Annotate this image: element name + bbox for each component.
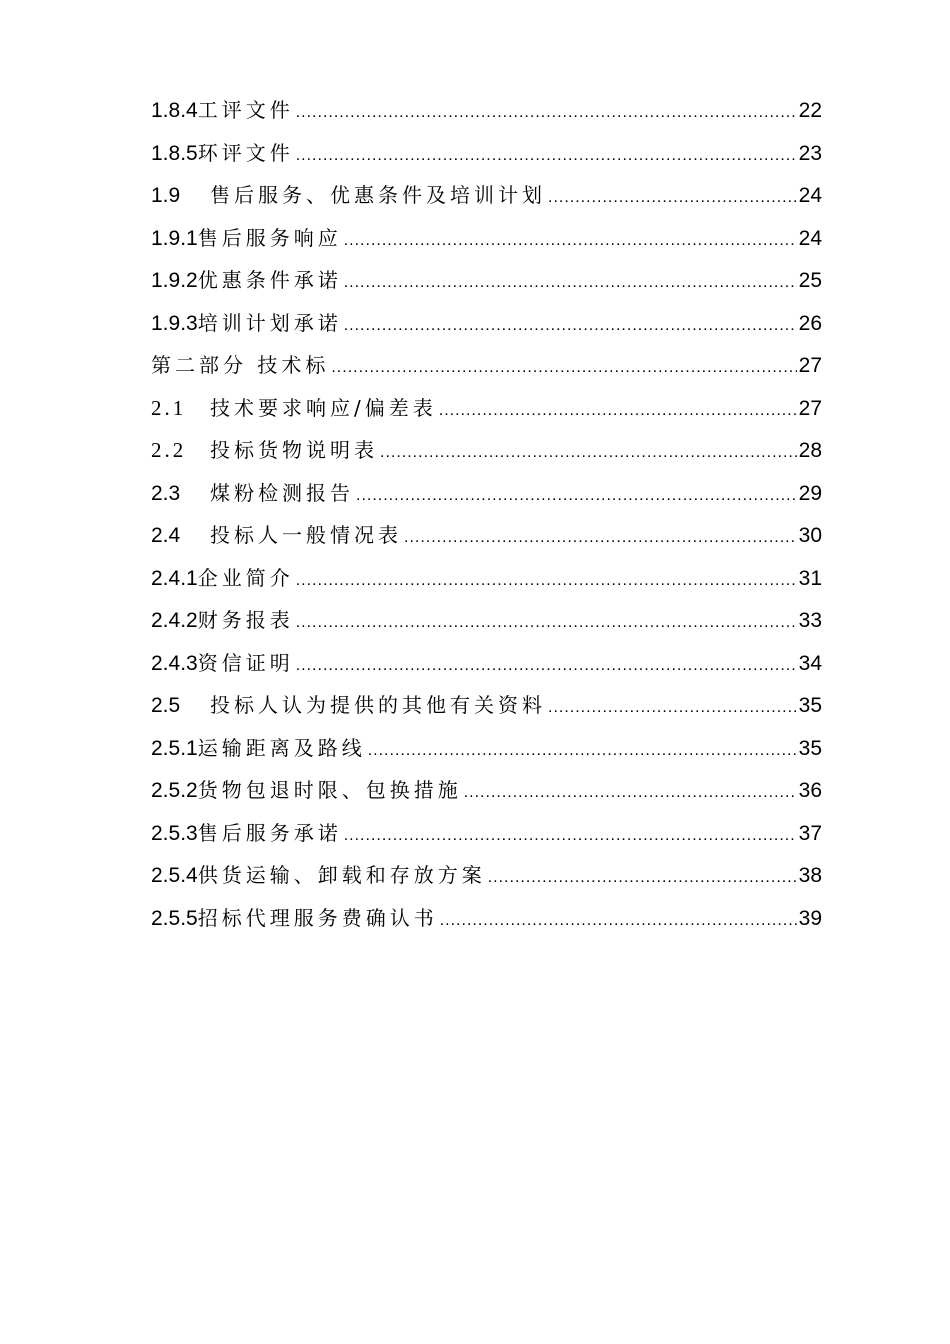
toc-entry-page: 39 <box>798 906 822 930</box>
toc-entry-title: 企业简介 <box>197 565 294 590</box>
toc-entry-title: 售后服务承诺 <box>197 820 342 845</box>
toc-entry-number: 2.2 <box>151 438 187 462</box>
toc-entry-page: 31 <box>798 566 822 590</box>
toc-entry-page: 26 <box>798 311 822 335</box>
dot-leader <box>344 305 797 348</box>
toc-entry-title: 投标人认为提供的其他有关资料 <box>210 693 546 717</box>
toc-entry-number: 1.9 <box>151 184 181 207</box>
toc-entry-page: 34 <box>798 651 822 675</box>
toc-entry-title: 招标代理服务费确认书 <box>197 905 438 930</box>
dot-leader <box>344 220 797 263</box>
toc-entry-page: 37 <box>798 821 822 845</box>
toc-entry-page: 38 <box>798 864 822 887</box>
toc-entry-2-5-3[interactable] <box>151 812 822 855</box>
toc-entry-title: 第二部分 技术标 <box>151 353 330 377</box>
toc-entry-2-4[interactable] <box>151 514 822 557</box>
toc-entry-page: 30 <box>798 524 822 547</box>
toc-entry-1-9-3[interactable] <box>151 302 822 345</box>
toc-entry-2-4-3[interactable] <box>151 642 822 685</box>
toc-entry-2-5-2[interactable] <box>151 769 822 812</box>
dot-leader <box>356 475 797 518</box>
toc-entry-page: 33 <box>798 609 822 632</box>
toc-entry-page: 27 <box>798 354 822 377</box>
toc-entry-number: 1.9.3 <box>151 311 198 335</box>
toc-entry-number: 2.4.3 <box>151 651 198 675</box>
toc-entry-title: 投标人一般情况表 <box>210 523 402 547</box>
toc-entry-page: 25 <box>798 269 822 292</box>
toc-entry-2-1[interactable] <box>151 387 822 430</box>
dot-leader <box>464 772 797 815</box>
toc-entry-number: 2.5.5 <box>151 906 198 930</box>
toc-entry-title: 售后服务、优惠条件及培训计划 <box>210 183 546 207</box>
toc-entry-page: 22 <box>798 99 822 122</box>
toc-entry-page: 29 <box>798 481 822 505</box>
toc-entry-title: 售后服务响应 <box>197 225 342 250</box>
toc-entry-number: 2.5.4 <box>151 864 198 887</box>
dot-leader <box>440 900 797 943</box>
toc-entry-number: 1.9.2 <box>151 269 198 292</box>
dot-leader <box>331 347 796 390</box>
toc-entry-1-8-5[interactable] <box>151 132 822 175</box>
toc-entry-page: 27 <box>798 396 822 420</box>
dot-leader <box>380 432 797 475</box>
toc-entry-number: 1.9.1 <box>151 226 198 250</box>
toc-entry-number: 2.5.1 <box>151 736 198 760</box>
toc-entry-number: 2.5 <box>151 694 181 717</box>
toc-entry-2-4-1[interactable] <box>151 557 822 600</box>
dot-leader <box>296 135 797 178</box>
toc-entry-title: 环评文件 <box>197 140 294 165</box>
toc-entry-1-9[interactable] <box>151 174 822 217</box>
toc-entry-page: 35 <box>798 736 822 760</box>
toc-entry-number: 2.3 <box>151 481 181 505</box>
toc-entry-title: 供货运输、卸载和存放方案 <box>197 863 486 887</box>
table-of-contents <box>151 89 822 939</box>
toc-entry-number: 2.4.1 <box>151 566 198 590</box>
toc-entry-number: 2.5.2 <box>151 779 198 802</box>
toc-entry-1-8-4[interactable] <box>151 89 822 132</box>
dot-leader <box>296 645 797 688</box>
toc-entry-page: 36 <box>798 779 822 802</box>
toc-entry-2-5-5[interactable] <box>151 897 822 940</box>
dot-leader <box>488 857 797 900</box>
toc-entry-page: 23 <box>798 141 822 165</box>
toc-entry-1-9-2[interactable] <box>151 259 822 302</box>
toc-entry-title: 技术要求响应/偏差表 <box>210 395 437 420</box>
dot-leader <box>439 390 797 433</box>
toc-entry-title: 投标货物说明表 <box>210 438 378 462</box>
toc-entry-page: 24 <box>798 184 822 207</box>
toc-entry-number: 2.4 <box>151 524 181 547</box>
dot-leader <box>296 560 797 603</box>
toc-entry-title: 煤粉检测报告 <box>210 480 354 505</box>
toc-entry-page: 35 <box>798 694 822 717</box>
toc-entry-title: 运输距离及路线 <box>197 735 366 760</box>
toc-entry-2-5-1[interactable] <box>151 727 822 770</box>
dot-leader <box>404 517 797 560</box>
dot-leader <box>548 177 797 220</box>
toc-entry-title: 资信证明 <box>197 650 294 675</box>
toc-entry-2-5[interactable] <box>151 684 822 727</box>
dot-leader <box>296 602 797 645</box>
toc-entry-part-2[interactable] <box>151 344 822 387</box>
toc-entry-number: 1.8.4 <box>151 99 198 122</box>
toc-entry-title: 优惠条件承诺 <box>197 268 342 292</box>
toc-entry-2-5-4[interactable] <box>151 854 822 897</box>
dot-leader <box>296 92 797 135</box>
toc-entry-2-3[interactable] <box>151 472 822 515</box>
toc-entry-number: 2.4.2 <box>151 609 198 632</box>
dot-leader <box>548 687 797 730</box>
toc-entry-number: 2.5.3 <box>151 821 198 845</box>
toc-entry-title: 财务报表 <box>197 608 294 632</box>
dot-leader <box>344 815 797 858</box>
toc-entry-title: 货物包退时限、包换措施 <box>197 778 462 802</box>
toc-entry-number: 2.1 <box>151 395 187 420</box>
dot-leader <box>344 262 797 305</box>
toc-entry-page: 24 <box>798 226 822 250</box>
toc-entry-page: 28 <box>798 439 822 462</box>
toc-entry-2-4-2[interactable] <box>151 599 822 642</box>
toc-entry-number: 1.8.5 <box>151 141 198 165</box>
dot-leader <box>368 730 797 773</box>
toc-entry-2-2[interactable] <box>151 429 822 472</box>
toc-entry-title: 工评文件 <box>197 98 294 122</box>
toc-entry-1-9-1[interactable] <box>151 217 822 260</box>
toc-entry-title: 培训计划承诺 <box>197 310 342 335</box>
